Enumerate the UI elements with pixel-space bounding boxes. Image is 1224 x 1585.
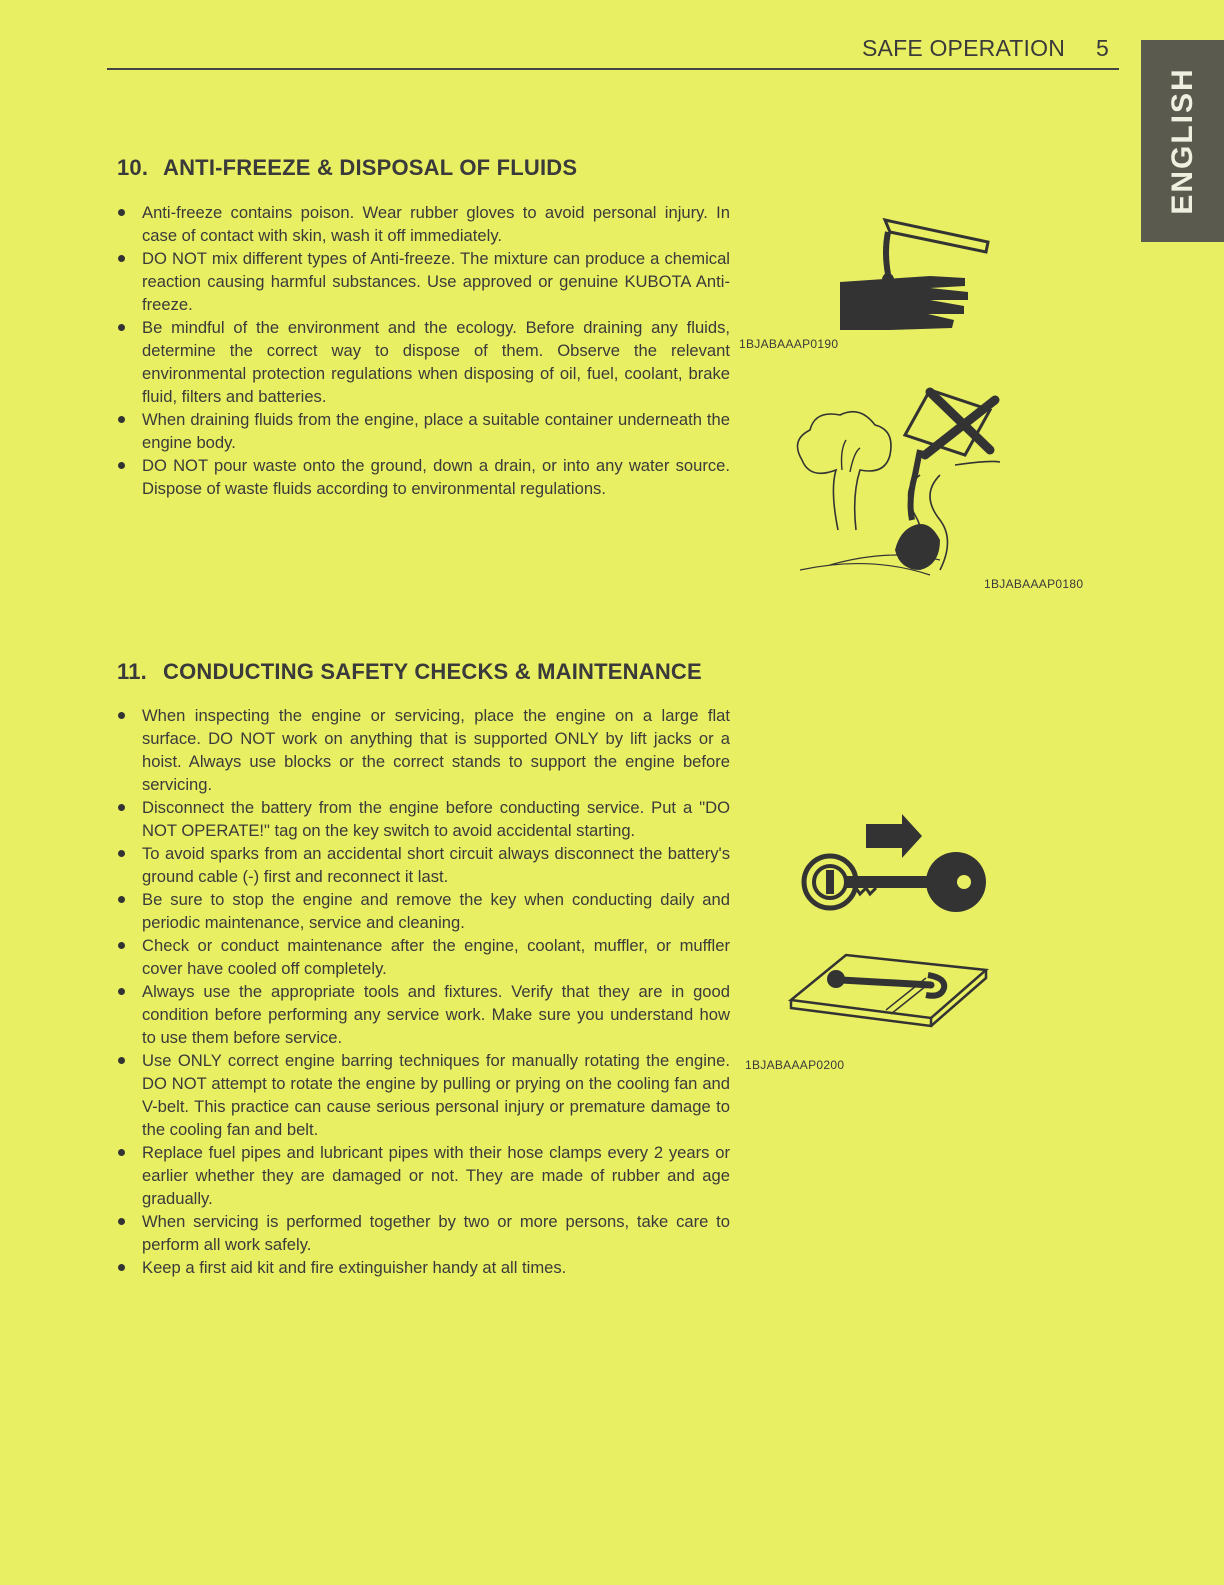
bullet-item: Replace fuel pipes and lubricant pipes with their hose clamps every 2 years or earlier whether they are damaged or not. They are made of rubber and age gradually. xyxy=(114,1141,730,1210)
language-tab-label: ENGLISH xyxy=(1165,67,1199,215)
bullet-item: When servicing is performed together by two or more persons, take care to perform all work safely. xyxy=(114,1210,730,1256)
language-tab xyxy=(1141,40,1224,242)
bullet-item: When draining fluids from the engine, place a suitable container underneath the engine body. xyxy=(114,408,730,454)
no-dumping-river-icon xyxy=(790,380,1005,580)
key-removal-manual-icon xyxy=(786,810,996,1045)
bullet-item: Anti-freeze contains poison. Wear rubber gloves to avoid personal injury. In case of contact with skin, wash it off immediately. xyxy=(114,201,730,247)
section-heading: ANTI-FREEZE & DISPOSAL OF FLUIDS xyxy=(163,155,578,180)
figure-code: 1BJABAAAP0190 xyxy=(739,337,839,351)
figure-code: 1BJABAAAP0180 xyxy=(984,577,1084,591)
section-11-bullet-list xyxy=(114,704,730,1279)
bullet-item: DO NOT mix different types of Anti-freeze. The mixture can produce a chemical reaction causing harmful substances. Use approved or genuine KUBOTA Anti-freeze. xyxy=(114,247,730,316)
section-11-title xyxy=(117,659,702,685)
running-header-title: SAFE OPERATION xyxy=(862,35,1066,61)
bullet-item: Be mindful of the environment and the ecology. Before draining any fluids, determine the correct way to dispose of them. Observe the relevant environmental protection regulations when disposing of oil, fuel, coolant, brake fluid, filters and batteries. xyxy=(114,316,730,408)
section-10-title xyxy=(117,155,577,181)
bullet-item: Check or conduct maintenance after the engine, coolant, muffler, or muffler cover have cooled off completely. xyxy=(114,934,730,980)
section-10-bullet-list xyxy=(114,201,730,500)
bullet-item: Always use the appropriate tools and fixtures. Verify that they are in good condition before performing any service work. Make sure you understand how to use them before service. xyxy=(114,980,730,1049)
section-number: 10. xyxy=(117,155,149,180)
section-heading: CONDUCTING SAFETY CHECKS & MAINTENANCE xyxy=(163,659,702,684)
bullet-item: When inspecting the engine or servicing, place the engine on a large flat surface. DO NOT work on anything that is supported ONLY by lift jacks or a hoist. Always use blocks or the correct stands to support the engine before servicing. xyxy=(114,704,730,796)
section-number: 11. xyxy=(117,659,147,684)
bullet-item: Disconnect the battery from the engine before conducting service. Put a "DO NOT OPERATE!" tag on the key switch to avoid accidental starting. xyxy=(114,796,730,842)
page-number: 5 xyxy=(1096,35,1109,61)
anti-freeze-hand-icon xyxy=(830,212,1000,342)
figure-code: 1BJABAAAP0200 xyxy=(745,1058,845,1072)
bullet-item: Use ONLY correct engine barring techniques for manually rotating the engine. DO NOT attempt to rotate the engine by pulling or prying on the cooling fan and V-belt. This practice can cause serious personal injury or premature damage to the cooling fan and belt. xyxy=(114,1049,730,1141)
bullet-item: To avoid sparks from an accidental short circuit always disconnect the battery's ground cable (-) first and reconnect it last. xyxy=(114,842,730,888)
bullet-item: Be sure to stop the engine and remove the key when conducting daily and periodic maintenance, service and cleaning. xyxy=(114,888,730,934)
bullet-item: DO NOT pour waste onto the ground, down a drain, or into any water source. Dispose of waste fluids according to environmental regulations. xyxy=(114,454,730,500)
header-rule xyxy=(107,68,1119,70)
bullet-item: Keep a first aid kit and fire extinguisher handy at all times. xyxy=(114,1256,730,1279)
